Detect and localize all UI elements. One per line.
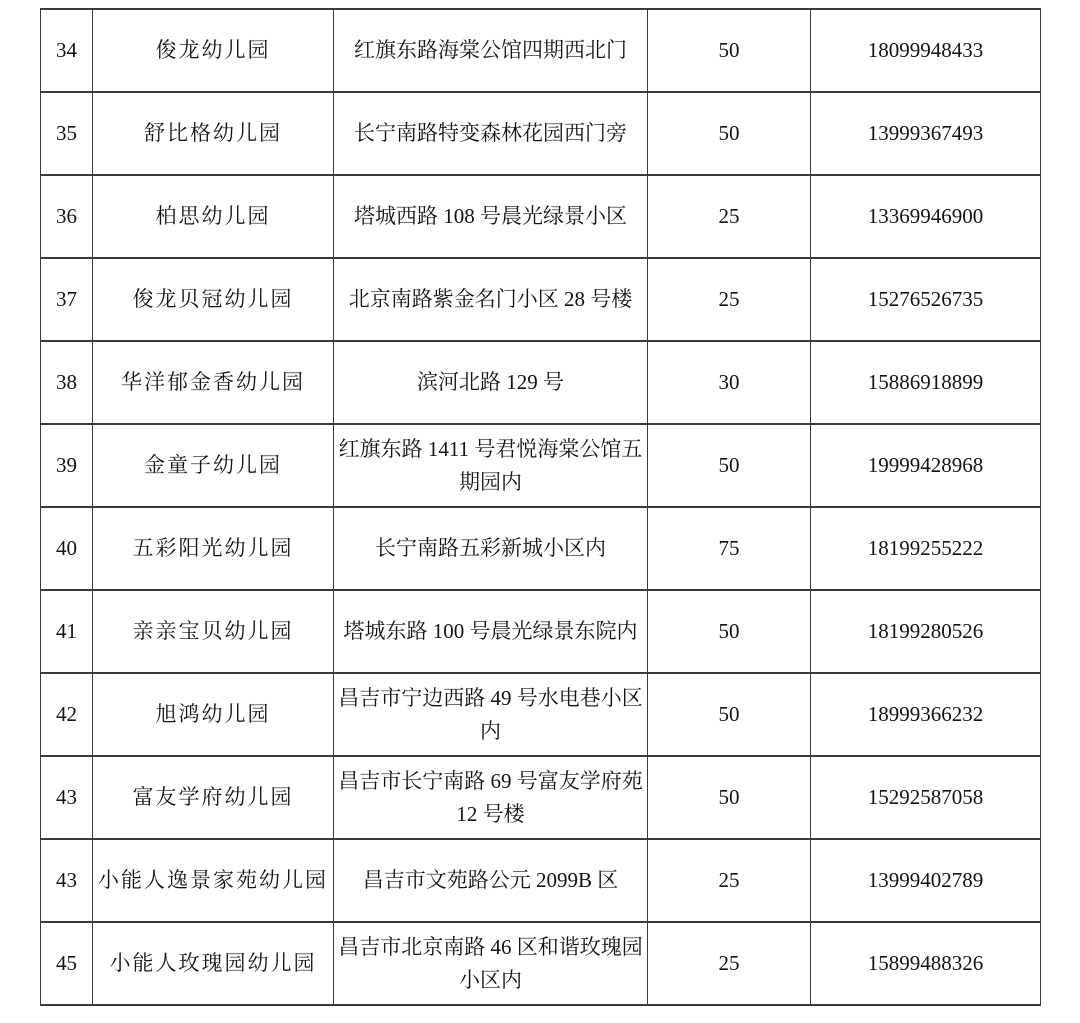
capacity-value: 30 [648, 341, 811, 424]
phone-number: 18199280526 [811, 590, 1041, 673]
row-index: 36 [41, 175, 93, 258]
row-index: 41 [41, 590, 93, 673]
table-row [41, 424, 1041, 507]
kindergarten-name: 亲亲宝贝幼儿园 [93, 590, 334, 673]
row-index: 34 [41, 9, 93, 92]
kindergarten-name: 小能人逸景家苑幼儿园 [93, 839, 334, 922]
capacity-value: 50 [648, 756, 811, 839]
phone-number: 15886918899 [811, 341, 1041, 424]
capacity-value: 50 [648, 92, 811, 175]
kindergarten-name: 柏思幼儿园 [93, 175, 334, 258]
row-index: 45 [41, 922, 93, 1005]
kindergarten-name: 小能人玫瑰园幼儿园 [93, 922, 334, 1005]
row-index: 40 [41, 507, 93, 590]
capacity-value: 50 [648, 9, 811, 92]
phone-number: 13369946900 [811, 175, 1041, 258]
row-index: 38 [41, 341, 93, 424]
table-row [41, 839, 1041, 922]
table-row [41, 507, 1041, 590]
kindergarten-address: 红旗东路海棠公馆四期西北门 [334, 9, 648, 92]
phone-number: 19999428968 [811, 424, 1041, 507]
table-row [41, 9, 1041, 92]
kindergarten-name: 俊龙幼儿园 [93, 9, 334, 92]
table-row [41, 92, 1041, 175]
row-index: 43 [41, 756, 93, 839]
kindergarten-address: 昌吉市长宁南路 69 号富友学府苑 12 号楼 [334, 756, 648, 839]
table-row [41, 341, 1041, 424]
row-index: 42 [41, 673, 93, 756]
phone-number: 15276526735 [811, 258, 1041, 341]
table-row [41, 922, 1041, 1005]
kindergarten-name: 金童子幼儿园 [93, 424, 334, 507]
kindergarten-address: 长宁南路五彩新城小区内 [334, 507, 648, 590]
phone-number: 15899488326 [811, 922, 1041, 1005]
phone-number: 18099948433 [811, 9, 1041, 92]
capacity-value: 25 [648, 922, 811, 1005]
capacity-value: 25 [648, 258, 811, 341]
capacity-value: 50 [648, 424, 811, 507]
phone-number: 18199255222 [811, 507, 1041, 590]
kindergarten-table [40, 8, 1041, 1006]
capacity-value: 25 [648, 175, 811, 258]
kindergarten-address: 北京南路紫金名门小区 28 号楼 [334, 258, 648, 341]
capacity-value: 50 [648, 673, 811, 756]
row-index: 37 [41, 258, 93, 341]
table-row [41, 756, 1041, 839]
kindergarten-address: 昌吉市文苑路公元 2099B 区 [334, 839, 648, 922]
phone-number: 15292587058 [811, 756, 1041, 839]
kindergarten-address: 红旗东路 1411 号君悦海棠公馆五期园内 [334, 424, 648, 507]
kindergarten-address: 昌吉市宁边西路 49 号水电巷小区内 [334, 673, 648, 756]
kindergarten-address: 长宁南路特变森林花园西门旁 [334, 92, 648, 175]
table-row [41, 590, 1041, 673]
kindergarten-name: 旭鸿幼儿园 [93, 673, 334, 756]
kindergarten-address: 滨河北路 129 号 [334, 341, 648, 424]
table-row [41, 258, 1041, 341]
kindergarten-name: 五彩阳光幼儿园 [93, 507, 334, 590]
kindergarten-name: 华洋郁金香幼儿园 [93, 341, 334, 424]
phone-number: 13999367493 [811, 92, 1041, 175]
table-row [41, 175, 1041, 258]
phone-number: 13999402789 [811, 839, 1041, 922]
kindergarten-address: 塔城西路 108 号晨光绿景小区 [334, 175, 648, 258]
capacity-value: 75 [648, 507, 811, 590]
phone-number: 18999366232 [811, 673, 1041, 756]
row-index: 39 [41, 424, 93, 507]
row-index: 43 [41, 839, 93, 922]
kindergarten-address: 塔城东路 100 号晨光绿景东院内 [334, 590, 648, 673]
row-index: 35 [41, 92, 93, 175]
kindergarten-name: 舒比格幼儿园 [93, 92, 334, 175]
kindergarten-name: 俊龙贝冠幼儿园 [93, 258, 334, 341]
capacity-value: 25 [648, 839, 811, 922]
kindergarten-address: 昌吉市北京南路 46 区和谐玫瑰园小区内 [334, 922, 648, 1005]
kindergarten-name: 富友学府幼儿园 [93, 756, 334, 839]
capacity-value: 50 [648, 590, 811, 673]
table-row [41, 673, 1041, 756]
